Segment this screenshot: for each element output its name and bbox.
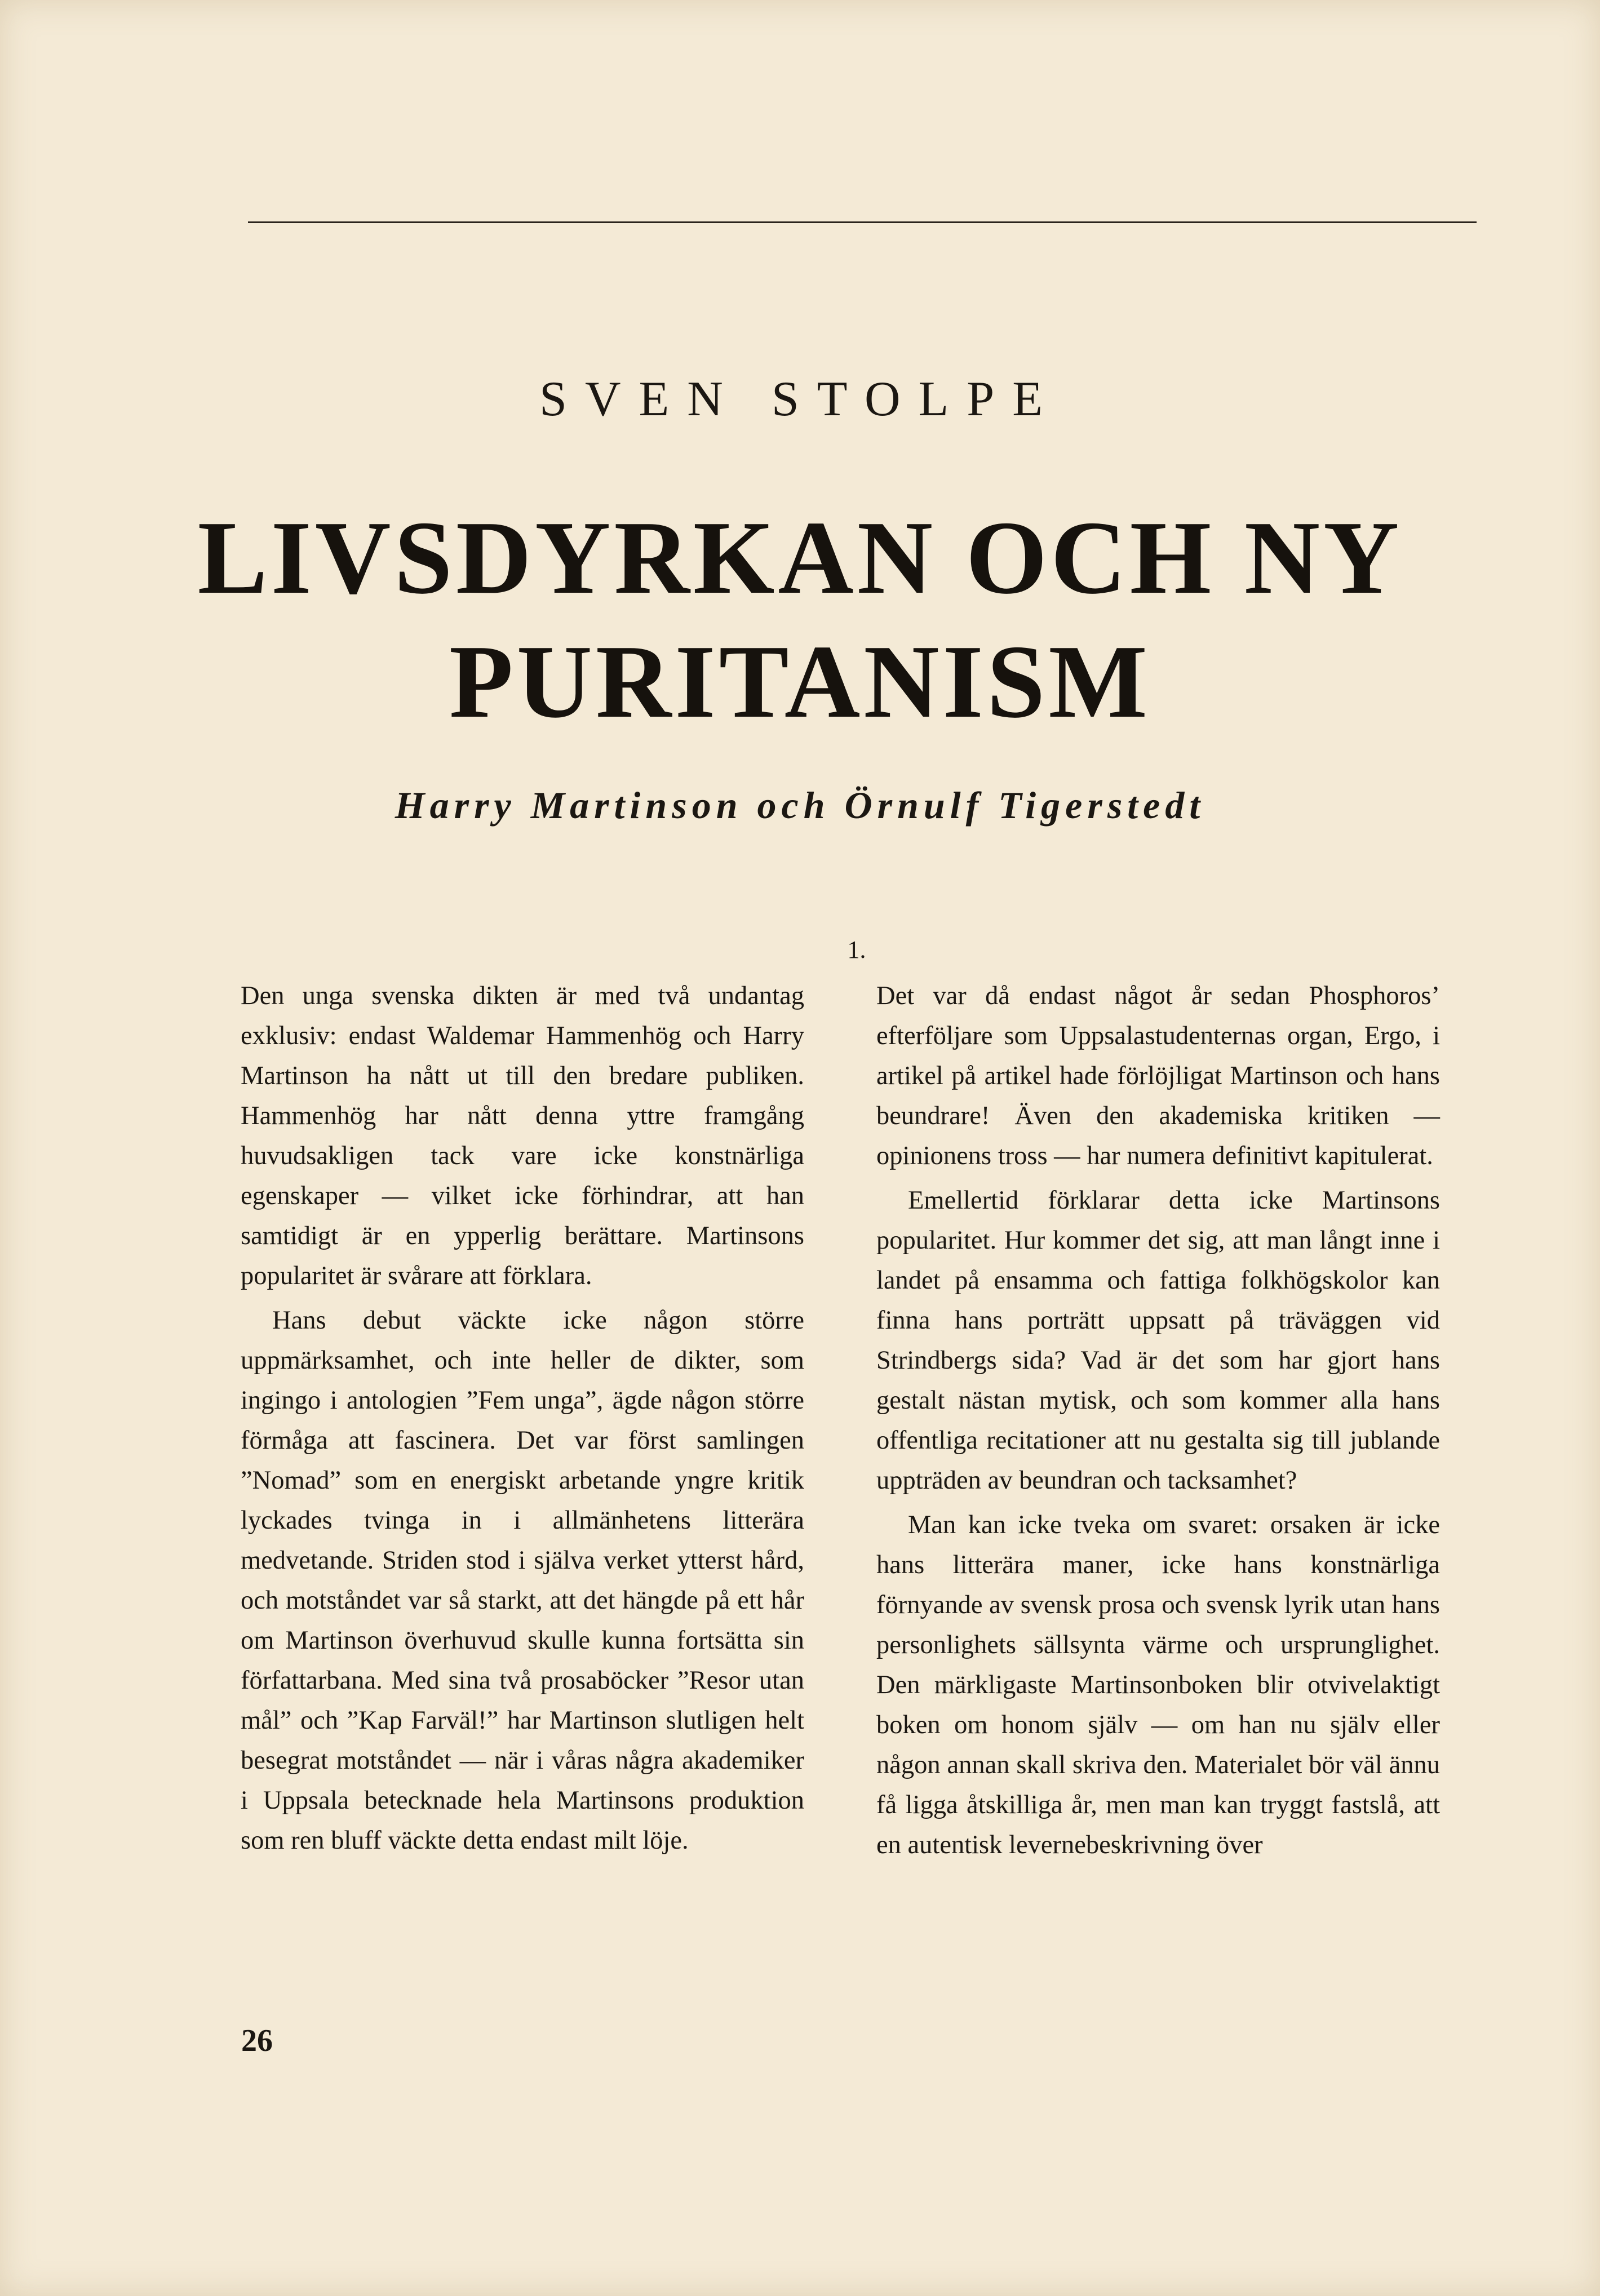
paragraph: Hans debut väckte icke någon större uppmärksamhet, och inte heller de dikter, som ingingo i antologien ”Fem unga”, ägde någon större förmåga att fascinera. Det var först samlingen ”Nomad” som en energiskt arbetande yngre kritik lyckades tvinga in i allmänhetens litterära medvetande. Striden stod i själva verket ytterst hård, och motståndet var så starkt, att det hängde på ett hår om Martinson överhuvud skulle kunna fortsätta sin författarbana. Med sina två prosaböcker ”Resor utan mål” och ”Kap Farväl!” har Martinson slutligen helt besegrat motståndet — när i våras några akademiker i Uppsala betecknade hela Martinsons produktion som ren bluff väckte detta endast milt löje. — [241, 1306, 804, 1855]
page-number: 26 — [241, 2023, 273, 2058]
paragraph: Emellertid förklarar detta icke Martinsons popularitet. Hur kommer det sig, att man långt inne i landet på ensamma och fattiga folkhögskolor kan finna hans porträtt uppsatt på träväggen vid Strindbergs sida? Vad är det som har gjort hans gestalt nästan mytisk, och som kommer alla hans offentliga recitationer att nu gestalta sig till jublande uppträden av beundran och tacksamhet? — [876, 1186, 1440, 1495]
section-number: 1. — [847, 936, 866, 963]
title-line-1: LIVSDYRKAN OCH NY — [197, 500, 1403, 616]
right-column — [876, 976, 1440, 1869]
left-column — [241, 976, 804, 1865]
article-subtitle: Harry Martinson och Örnulf Tigerstedt — [395, 784, 1205, 827]
header-rule — [248, 221, 1477, 223]
paragraph: Den unga svenska dikten är med två undantag exklusiv: endast Waldemar Hammenhög och Harry Martinson ha nått ut till den bredare publiken. Hammenhög har nått denna yttre framgång huvudsakligen tack vare icke konstnärliga egenskaper — vilket icke förhindrar, att han samtidigt är en ypperlig berättare. Martinsons popularitet är svårare att förklara. — [241, 982, 804, 1290]
article-title — [0, 496, 1600, 744]
author-name: SVEN STOLPE — [539, 372, 1061, 427]
title-line-2: PURITANISM — [449, 624, 1151, 740]
paragraph: Det var då endast något år sedan Phosphoros’ efterföljare som Uppsalastudenternas organ, Ergo, i artikel på artikel hade förlöjligat Martinson och hans beundrare! Även den akademiska kritiken — opinionens tross — har numera definitivt kapitulerat. — [876, 982, 1440, 1170]
paragraph: Man kan icke tveka om svaret: orsaken är icke hans litterära maner, icke hans konstnärliga förnyande av svensk prosa och svensk lyrik utan hans personlighets sällsynta värme och ursprunglighet. Den märkligaste Martinsonboken blir otvivelaktigt boken om honom själv — om han nu själv eller någon annan skall skriva den. Materialet bör väl ännu få ligga åtskilliga år, men man kan tryggt fastslå, att en autentisk levernebeskrivning över — [876, 1511, 1440, 1859]
